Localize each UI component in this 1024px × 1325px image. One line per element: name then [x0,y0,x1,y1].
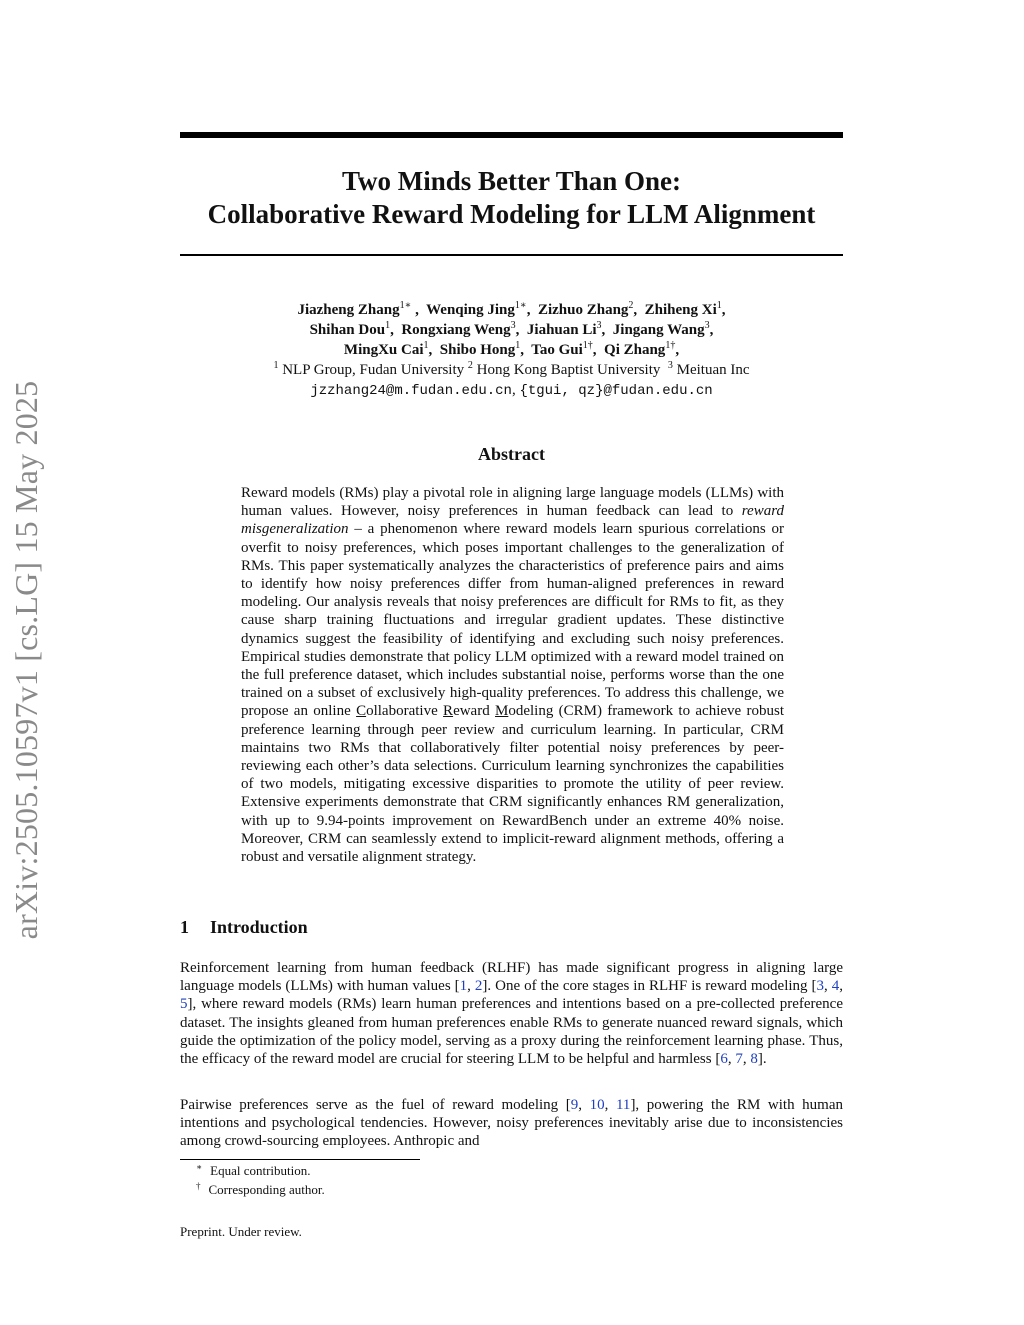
section-number: 1 [180,917,189,937]
author-affiliation-mark: 1† [665,340,676,351]
author-line-2: Shihan Dou$^1$, Rongxiang Weng$^3$, Jiahuan Li$^3$, Jingang Wang$^3$, [309,320,714,338]
abstract-text: – a phenomenon where reward models learn spurious correlations or overfit to noisy preferences, which poses important challenges to the generalization of RMs. This paper systematically analyzes the characteristics of preference pairs and aims to identify how noisy preferences differ from human-aligned preferences in reward modeling. Our analysis reveals that noisy preferences are difficult for RMs to fit, as they cause sharp training fluctuations and irregular gradient updates. These distinctive dynamics suggest the feasibility of identifying and excluding such noisy preferences. Empirical studies demonstrate that policy LLM optimized with a reward model trained on the full preference dataset, which includes substantial noise, performs worse than the one trained on a subset of exclusively high-quality preferences. To address this challenge, we propose an online [241,521,784,720]
citation-link[interactable]: 8 [750,1051,758,1068]
paragraph-text: ]. One of the core stages in RLHF is reward modeling [ [482,978,817,995]
abstract-text: Reward models (RMs) play a pivotal role in aligning large language models (LLMs) with human values. However, noisy preferences in human feedback can lead to [241,485,784,520]
author-name: Qi Zhang [604,342,666,358]
arxiv-identifier: arXiv:2505.10597v1 [cs.LG] 15 May 2025 [8,380,44,940]
emails-line [180,380,843,401]
author-name: Jiazheng Zhang [297,302,400,318]
intro-paragraph-2 [180,1096,843,1151]
author-name: Zizhuo Zhang [537,302,629,318]
citation-separator: , [727,1051,736,1068]
crm-word: ollaborative [366,703,444,720]
author-affiliation-mark: 1 [385,320,391,331]
citation-link[interactable]: 3 [816,978,825,995]
author-affiliation-mark: 1 [716,300,722,311]
footnote [196,1161,325,1180]
author-name: MingXu Cai [343,342,424,358]
footnote-mark: ∗ [196,1161,203,1172]
email-link[interactable]: jzzhang24@m.fudan.edu.cn [310,383,512,399]
author-name: Tao Gui [531,342,583,358]
affiliation-mark: 1 [273,360,279,371]
author-line-3: MingXu Cai$^1$, Shibo Hong$^1$, Tao Gui$^{1\dagger}$, Qi Zhang$^{1\dagger}$, [343,340,680,358]
author-affiliation-mark: 1∗ [399,300,412,311]
section-heading-introduction [180,917,308,938]
crm-initial: R [443,703,454,720]
author-name: Jingang Wang [612,322,705,338]
author-name: Jiahuan Li [526,322,597,338]
title-line-1: Two Minds Better Than One: [341,166,682,196]
author-name: Rongxiang Weng [401,322,511,338]
author-name: Shihan Dou [309,322,386,338]
author-affiliation-mark: 2 [628,300,634,311]
author-name: Shibo Hong [439,342,516,358]
affiliation-mark: 2 [467,360,473,371]
citation-link[interactable]: 1 [459,978,468,995]
author-line-1: Jiazheng Zhang$^{1∗}$ , Wenqing Jing$^{1∗}$, Zizhuo Zhang$^2$, Zhiheng Xi$^1$, [297,300,726,318]
abstract-text: (CRM) framework to achieve robust preference learning through peer review and curriculum learning. In particular, CRM maintains two RMs that collaboratively filter potential noisy preferences by peer-reviewing each other’s data selections. Curriculum learning synchronizes the capabilities of two models, mitigating excessive disparities to promote the utility of peer review. Extensive experiments demonstrate that CRM significantly enhances RM generalization, with up to 9.94-points improvement on RewardBench under an extreme 40% noise. Moreover, CRM can seamlessly extend to implicit-reward alignment methods, offering a robust and versatile alignment strategy. [241,703,785,866]
footnote [196,1180,325,1199]
paragraph-text: Reinforcement learning from human feedback (RLHF) has made significant progress in aligning large language models (LLMs) with human values [ [180,960,843,995]
citation-separator: , [578,1097,590,1113]
author-affiliation-mark: 1 [423,340,429,351]
author-affiliation-mark: 1 [515,340,521,351]
citation-separator: , [839,978,843,995]
citation-link[interactable]: 5 [180,996,188,1013]
citation-link[interactable]: 10 [589,1097,605,1113]
author-affiliation-mark: 3 [704,320,710,331]
title-top-rule [180,132,843,138]
citation-link[interactable]: 11 [615,1097,631,1113]
citation-link[interactable]: 4 [831,978,840,995]
crm-initial: M [495,703,509,720]
preprint-footer: Preprint. Under review. [180,1224,302,1239]
title-line-2: Collaborative Reward Modeling for LLM Alignment [207,199,816,229]
author-block [180,300,843,401]
author-affiliation-mark: 3 [596,320,602,331]
abstract-body [241,484,784,866]
affiliation-meituan: Meituan Inc [676,362,750,378]
paragraph-text: ]. [757,1051,767,1068]
affiliation-hkbu: Hong Kong Baptist University [476,362,661,378]
paragraph-text: ], where reward models (RMs) learn human preferences and intentions based on a pre-collected preference dataset. The insights gleaned from human preferences enable RMs to generate nuanced reward signals, which guide the optimization of the policy model, serving as a proxy during the reinforcement learning phase. Thus, the efficacy of the reward model are crucial for steering LLM to be helpful and harmless [ [180,996,843,1068]
citation-link[interactable]: 6 [720,1051,728,1068]
crm-word: odeling [508,703,554,720]
citation-separator: , [467,978,475,995]
author-name: Wenqing Jing [426,302,515,318]
affiliations-line [180,360,843,380]
footnote-text: Corresponding author. [208,1182,325,1197]
footnotes [196,1161,325,1199]
crm-initial: C [356,703,367,720]
author-name: Zhiheng Xi [644,302,717,318]
email-separator: , [511,382,520,398]
intro-paragraph-1 [180,959,843,1068]
author-affiliation-mark: 1∗ [514,300,527,311]
email-link[interactable]: {tgui, qz}@fudan.edu.cn [519,383,713,399]
paper-title [180,165,843,231]
author-affiliation-mark: 3 [510,320,516,331]
citation-link[interactable]: 9 [570,1097,579,1113]
abstract-emphasis: reward misgeneralization [241,503,784,538]
citation-link[interactable]: 2 [474,978,483,995]
citation-separator: , [604,1097,616,1113]
footnote-rule [180,1159,420,1160]
paragraph-text: Pairwise preferences serve as the fuel of reward modeling [ [180,1097,571,1113]
author-affiliation-mark: 1† [582,340,593,351]
section-title: Introduction [210,917,308,937]
citation-link[interactable]: 7 [735,1051,743,1068]
paragraph-text: ], powering the RM with human intentions and psychological tendencies. However, noisy preferences inevitably arise due to inconsistencies among crowd-sourcing employees. Anthropic and [180,1097,844,1150]
affiliation-mark: 3 [667,360,673,371]
abstract-heading: Abstract [478,444,545,464]
footnote-text: Equal contribution. [210,1163,311,1178]
crm-word: eward [453,703,496,720]
citation-separator: , [742,1051,751,1068]
citation-separator: , [824,978,832,995]
title-bottom-rule [180,254,843,256]
affiliation-fudan: NLP Group, Fudan University [282,362,465,378]
footnote-mark: † [196,1180,201,1191]
